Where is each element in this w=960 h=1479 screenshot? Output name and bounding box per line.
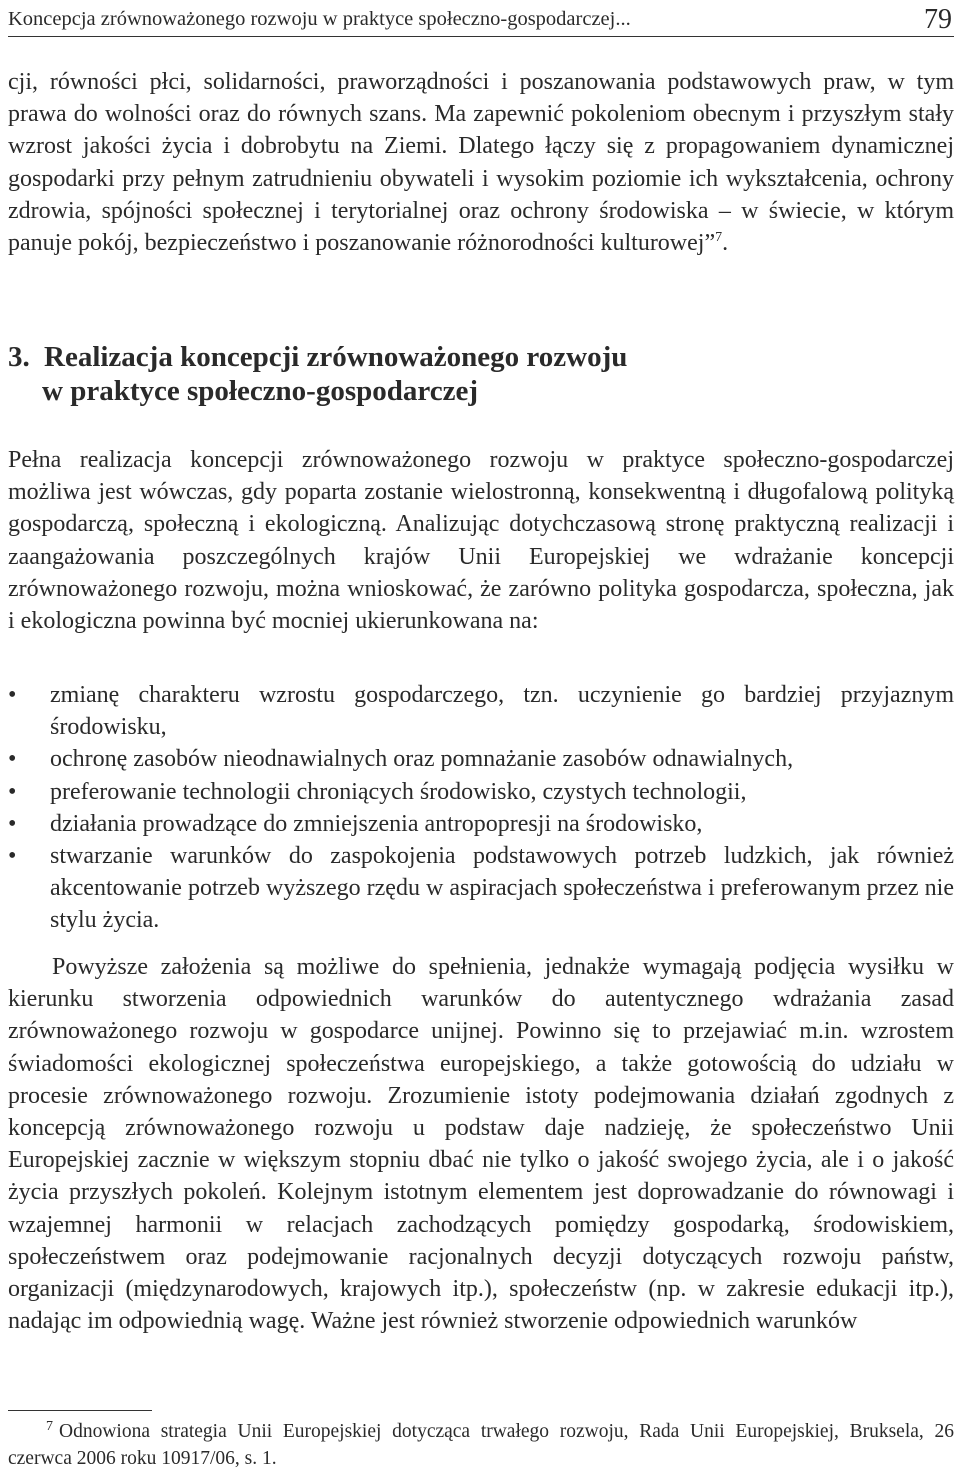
paragraph-2: Pełna realizacja koncepcji zrównoważonego rozwoju w praktyce społeczno-gospodarczej możliwa jest wówczas, gdy poparta zostanie wielostronną, konsekwentną i długofalową polityką gospodarczą, społeczną i ekologiczną. Analizując dotychczasową stronę praktyczną realizacji i zaangażowania poszczególnych krajów Unii Europejskiej we wdrażanie koncepcji zrównoważonego rozwoju, można wnioskować, że zarówno polityka gospodarcza, społeczna, jak i ekologiczna powinna być mocniej ukierunkowana na:	[8, 447, 954, 635]
list-item	[8, 808, 954, 840]
list-item-text: zmianę charakteru wzrostu gospodarczego, tzn. uczynienie go bardziej przyjaznym środowisku,	[50, 682, 954, 741]
bullet-icon: •	[8, 843, 17, 870]
paragraph-1-text: cji, równości płci, solidarności, praworządności i poszanowania podstawowych praw, w tym prawa do wolności oraz do równych szans. Ma zapewnić pokoleniom obecnym i przyszłym stały wzrost jakości życia i dobrobytu na Ziemi. Dlatego łączy się z propagowaniem dynamicznej gospodarki przy pełnym zatrudnieniu obywateli i wysokim poziomie ich wykształcenia, ochrony zdrowia, spójności społecznej i terytorialnej oraz ochrony środowiska – w świecie, w którym panuje pokój, bezpieczeństwo i poszanowanie różnorodności kulturowej”	[8, 69, 954, 257]
footnote-mark: 7	[46, 1418, 53, 1434]
list-item	[8, 840, 954, 937]
footnote-text: Odnowiona strategia Unii Europejskiej dotycząca trwałego rozwoju, Rada Unii Europejskiej, Bruksela, 26 czerwca 2006 roku 10917/06, s. 1.	[8, 1421, 954, 1469]
list-item-text: preferowanie technologii chroniących środowisko, czystych technologii,	[50, 778, 747, 805]
bullet-icon: •	[8, 682, 17, 708]
section-title-line1: Realizacja koncepcji zrównoważonego rozwoju	[44, 341, 628, 373]
bullet-icon: •	[8, 746, 17, 773]
page-number: 79	[924, 4, 952, 35]
paragraph-1-end: .	[722, 230, 729, 257]
bullet-icon: •	[8, 810, 17, 837]
running-head-title: Koncepcja zrównoważonego rozwoju w praktyce społeczno-gospodarczej...	[8, 8, 631, 30]
list-item	[8, 679, 954, 743]
footnote-divider	[8, 1410, 152, 1411]
list-item-text: ochronę zasobów nieodnawialnych oraz pomnażanie zasobów odnawialnych,	[50, 746, 794, 773]
bullet-list	[8, 679, 954, 937]
list-item	[8, 743, 954, 775]
paragraph-1	[8, 66, 954, 259]
bullet-icon: •	[8, 778, 17, 805]
footnote-ref-7[interactable]: 7	[715, 230, 723, 246]
section-heading	[8, 340, 954, 408]
paragraph-3: Powyższe założenia są możliwe do spełnienia, jednakże wymagają podjęcia wysiłku w kierunku stworzenia odpowiednich warunków do autentycznego wdrażania zasad zrównoważonego rozwoju w gospodarce unijnej. Powinno się to przejawiać m.in. wzrostem świadomości ekologicznej społeczeństwa europejskiego, a także gotowością do udziału w procesie zrównoważonego rozwoju. Zrozumienie istoty podejmowania działań zgodnych z koncepcją zrównoważonego rozwoju u podstaw daje nadzieję, że społeczeństwo Unii Europejskiej zacznie w większym stopniu dbać nie tylko o jakość swojego życia, ale i o jakość życia przyszłych pokoleń. Kolejnym istotnym elementem jest doprowadzanie do równowagi i wzajemnej harmonii w relacjach zachodzących pomiędzy gospodarką, środowiskiem, społeczeństwem oraz podejmowanie racjonalnych decyzji dotyczących rozwoju państw, organizacji (międzynarodowych, krajowych itp.), społeczeństw (np. w zakresie edukacji itp.), nadając im odpowiednią wagę. Ważne jest również stworzenie odpowiednich warunków	[8, 954, 954, 1335]
list-item-text: działania prowadzące do zmniejszenia antropopresji na środowisko,	[50, 810, 703, 837]
section-number: 3.	[8, 341, 30, 373]
list-item	[8, 776, 954, 808]
running-head	[8, 6, 954, 37]
section-title-line2: w praktyce społeczno-gospodarczej	[42, 375, 479, 407]
list-item-text: stwarzanie warunków do zaspokojenia podstawowych potrzeb ludzkich, jak również akcentowanie potrzeb wyższego rzędu w aspiracjach społeczeństwa i preferowanym przez nie stylu życia.	[50, 843, 954, 934]
footnote	[8, 1418, 954, 1472]
